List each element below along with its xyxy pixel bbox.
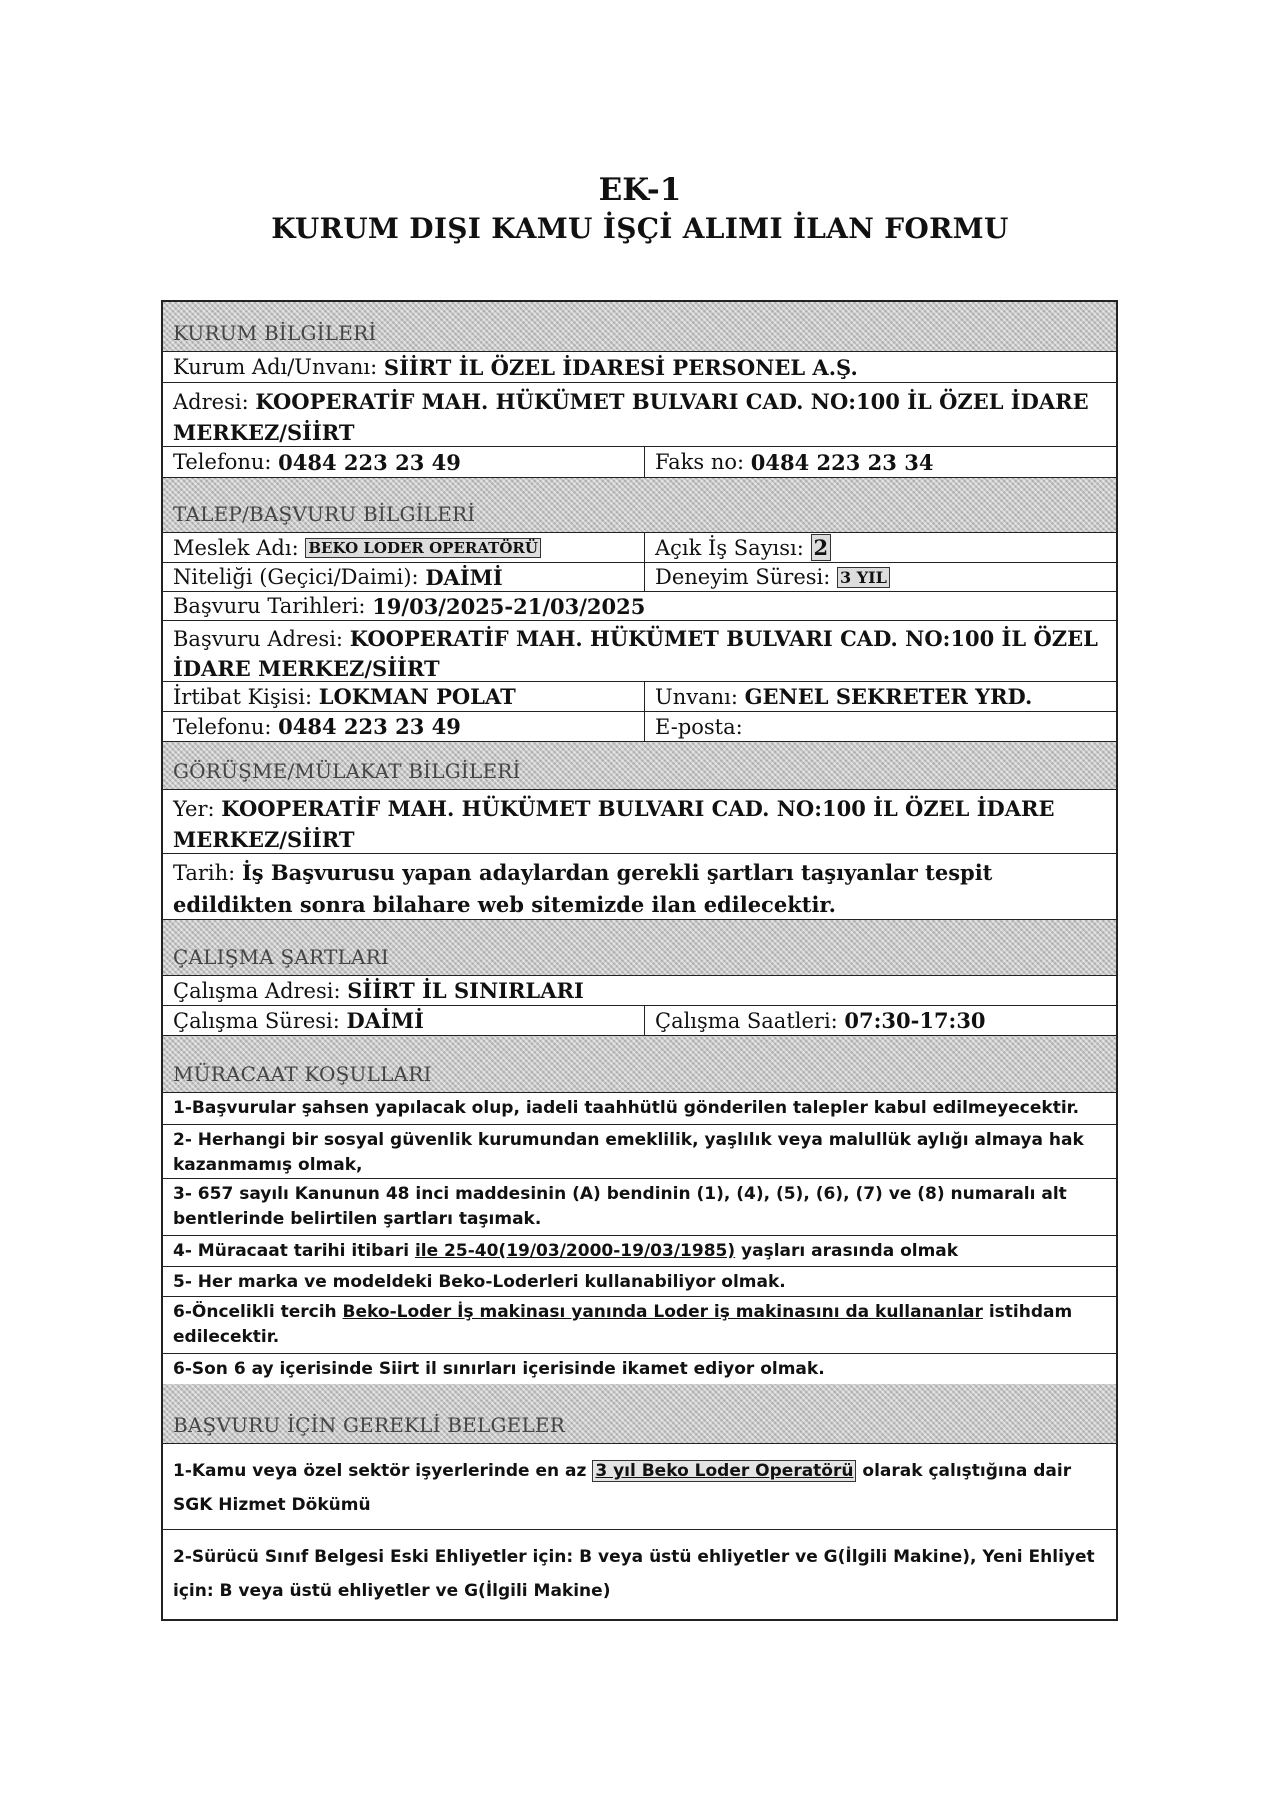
kosul-1: [163, 1093, 1116, 1125]
kosul-6-text-a: 6-Öncelikli tercih: [173, 1302, 343, 1322]
irtibat-label: İrtibat Kişisi:: [173, 684, 319, 709]
kurum-faks-value: 0484 223 23 34: [750, 449, 934, 475]
kosul-3-text: 3- 657 sayılı Kanunun 48 inci maddesinin (A) bendinin (1), (4), (5), (6), (7) ve (8) numaralı alt bentlerinde belirtilen şartları taşımak.: [173, 1184, 1067, 1229]
meslek-value: BEKO LODER OPERATÖRÜ: [305, 538, 541, 558]
kurum-faks-label: Faks no:: [655, 450, 751, 474]
gorusme-yer-label: Yer:: [173, 797, 222, 821]
basvuru-adres-value: KOOPERATİF MAH. HÜKÜMET BULVARI CAD. NO:100 İL ÖZEL İDARE MERKEZ/SİİRT: [173, 626, 1098, 681]
belge-1-text-a: 1-Kamu veya özel sektör işyerlerinde en az: [173, 1461, 593, 1481]
meslek-label: Meslek Adı:: [173, 535, 306, 560]
kosul-4: [163, 1236, 1116, 1267]
section-calisma-title: ÇALIŞMA ŞARTLARI: [173, 945, 389, 969]
section-belgeler: [163, 1384, 1116, 1444]
section-kurum: [163, 302, 1116, 352]
kosul-6-text-c: istihdam edilecektir.: [173, 1302, 1073, 1347]
kosul-4-text-c: yaşları arasında olmak: [735, 1241, 959, 1261]
section-talep-title: TALEP/BAŞVURU BİLGİLERİ: [173, 502, 476, 526]
kurum-adres-row: [163, 383, 1116, 447]
kosul-2-text: 2- Herhangi bir sosyal güvenlik kurumundan emeklilik, yaşlılık veya malullük aylığı almaya hak kazanmamış olmak,: [173, 1130, 1084, 1175]
calisma-sure-row: [163, 1006, 1116, 1036]
kosul-4-text-a: 4- Müracaat tarihi itibari: [173, 1241, 415, 1261]
eposta-label: E-posta:: [655, 714, 743, 739]
kurum-telefon-value: 0484 223 23 49: [278, 449, 461, 475]
section-kurum-title: KURUM BİLGİLERİ: [173, 321, 377, 345]
basvuru-tarih-value: 19/03/2025-21/03/2025: [372, 593, 646, 619]
kurum-ad-row: [163, 352, 1116, 383]
talep-telefon-row: [163, 712, 1116, 742]
gorusme-tarih-row: [163, 854, 1116, 920]
gorusme-tarih-label: Tarih:: [173, 861, 242, 885]
basvuru-adres-row: [163, 621, 1116, 682]
section-muracaat: [163, 1036, 1116, 1093]
document-number: EK-1: [598, 172, 682, 208]
application-form: [161, 300, 1118, 1621]
nitelik-row: [163, 563, 1116, 592]
belge-2: [163, 1530, 1116, 1619]
basvuru-adres-label: Başvuru Adresi:: [173, 627, 350, 651]
kosul-7-text: 6-Son 6 ay içerisinde Siirt il sınırları içerisinde ikamet ediyor olmak.: [173, 1359, 825, 1379]
basvuru-tarih-row: [163, 592, 1116, 621]
kurum-ad-value: SİİRT İL ÖZEL İDARESİ PERSONEL A.Ş.: [383, 354, 858, 380]
belge-1-text-b: 3 yıl Beko Loder Operatörü: [592, 1460, 856, 1482]
kosul-5-text: 5- Her marka ve modeldeki Beko-Loderleri kullanabiliyor olmak.: [173, 1272, 786, 1292]
kosul-7: [163, 1354, 1116, 1384]
calisma-saat-value: 07:30-17:30: [844, 1008, 986, 1033]
section-gorusme-title: GÖRÜŞME/MÜLAKAT BİLGİLERİ: [173, 759, 521, 783]
calisma-adres-value: SİİRT İL SINIRLARI: [347, 978, 584, 1003]
kosul-6: [163, 1297, 1116, 1354]
talep-telefon-value: 0484 223 23 49: [278, 714, 461, 739]
calisma-adres-label: Çalışma Adresi:: [173, 978, 348, 1003]
section-talep: [163, 478, 1116, 533]
kosul-6-text-b: Beko-Loder İş makinası yanında Loder iş makinasını da kullananlar: [342, 1302, 983, 1322]
calisma-adres-row: [163, 976, 1116, 1006]
irtibat-value: LOKMAN POLAT: [318, 684, 516, 709]
kosul-5: [163, 1267, 1116, 1297]
gorusme-yer-value: KOOPERATİF MAH. HÜKÜMET BULVARI CAD. NO:100 İL ÖZEL İDARE MERKEZ/SİİRT: [173, 796, 1055, 852]
kurum-telefon-row: [163, 447, 1116, 478]
section-calisma: [163, 920, 1116, 976]
unvan-label: Unvanı:: [655, 684, 745, 709]
belge-1: [163, 1444, 1116, 1530]
talep-telefon-label: Telefonu:: [173, 714, 279, 739]
kosul-4-text-b: ile 25-40(19/03/2000-19/03/1985): [414, 1241, 736, 1261]
gorusme-yer-row: [163, 790, 1116, 854]
section-belgeler-title: BAŞVURU İÇİN GEREKLİ BELGELER: [173, 1413, 565, 1437]
section-muracaat-title: MÜRACAAT KOŞULLARI: [173, 1062, 432, 1086]
kosul-2: [163, 1125, 1116, 1179]
acik-is-value: 2: [811, 534, 832, 561]
kurum-adres-value: KOOPERATİF MAH. HÜKÜMET BULVARI CAD. NO:100 İL ÖZEL İDARE MERKEZ/SİİRT: [173, 389, 1089, 445]
unvan-value: GENEL SEKRETER YRD.: [744, 684, 1033, 709]
document-title: KURUM DIŞI KAMU İŞÇİ ALIMI İLAN FORMU: [271, 212, 1009, 245]
nitelik-label: Niteliği (Geçici/Daimi):: [173, 565, 426, 589]
kosul-3: [163, 1179, 1116, 1236]
section-gorusme: [163, 742, 1116, 790]
belge-1-text-c: olarak çalıştığına dair SGK Hizmet Dökümü: [173, 1461, 1072, 1515]
acik-is-label: Açık İş Sayısı:: [655, 535, 811, 560]
gorusme-tarih-value: İş Başvurusu yapan adaylardan gerekli şartları taşıyanlar tespit edildikten sonra bilahare web sitemizde ilan edilecektir.: [173, 860, 993, 917]
meslek-row: [163, 533, 1116, 563]
irtibat-row: [163, 682, 1116, 712]
nitelik-value: DAİMİ: [425, 564, 503, 590]
calisma-saat-label: Çalışma Saatleri:: [655, 1008, 845, 1033]
calisma-sure-label: Çalışma Süresi:: [173, 1008, 347, 1033]
kurum-adres-label: Adresi:: [173, 390, 256, 414]
kurum-telefon-label: Telefonu:: [173, 450, 279, 474]
basvuru-tarih-label: Başvuru Tarihleri:: [173, 594, 373, 618]
deneyim-value: 3 YIL: [837, 567, 890, 588]
kurum-ad-label: Kurum Adı/Unvanı:: [173, 355, 384, 379]
belge-2-text: 2-Sürücü Sınıf Belgesi Eski Ehliyetler için: B veya üstü ehliyetler ve G(İlgili Makine), Yeni Ehliyet için: B veya üstü ehliyetler ve G(İlgili Makine): [173, 1547, 1095, 1601]
kosul-1-text: 1-Başvurular şahsen yapılacak olup, iadeli taahhütlü gönderilen talepler kabul edilmeyecektir.: [173, 1098, 1080, 1118]
calisma-sure-value: DAİMİ: [346, 1008, 424, 1033]
deneyim-label: Deneyim Süresi:: [655, 565, 838, 589]
